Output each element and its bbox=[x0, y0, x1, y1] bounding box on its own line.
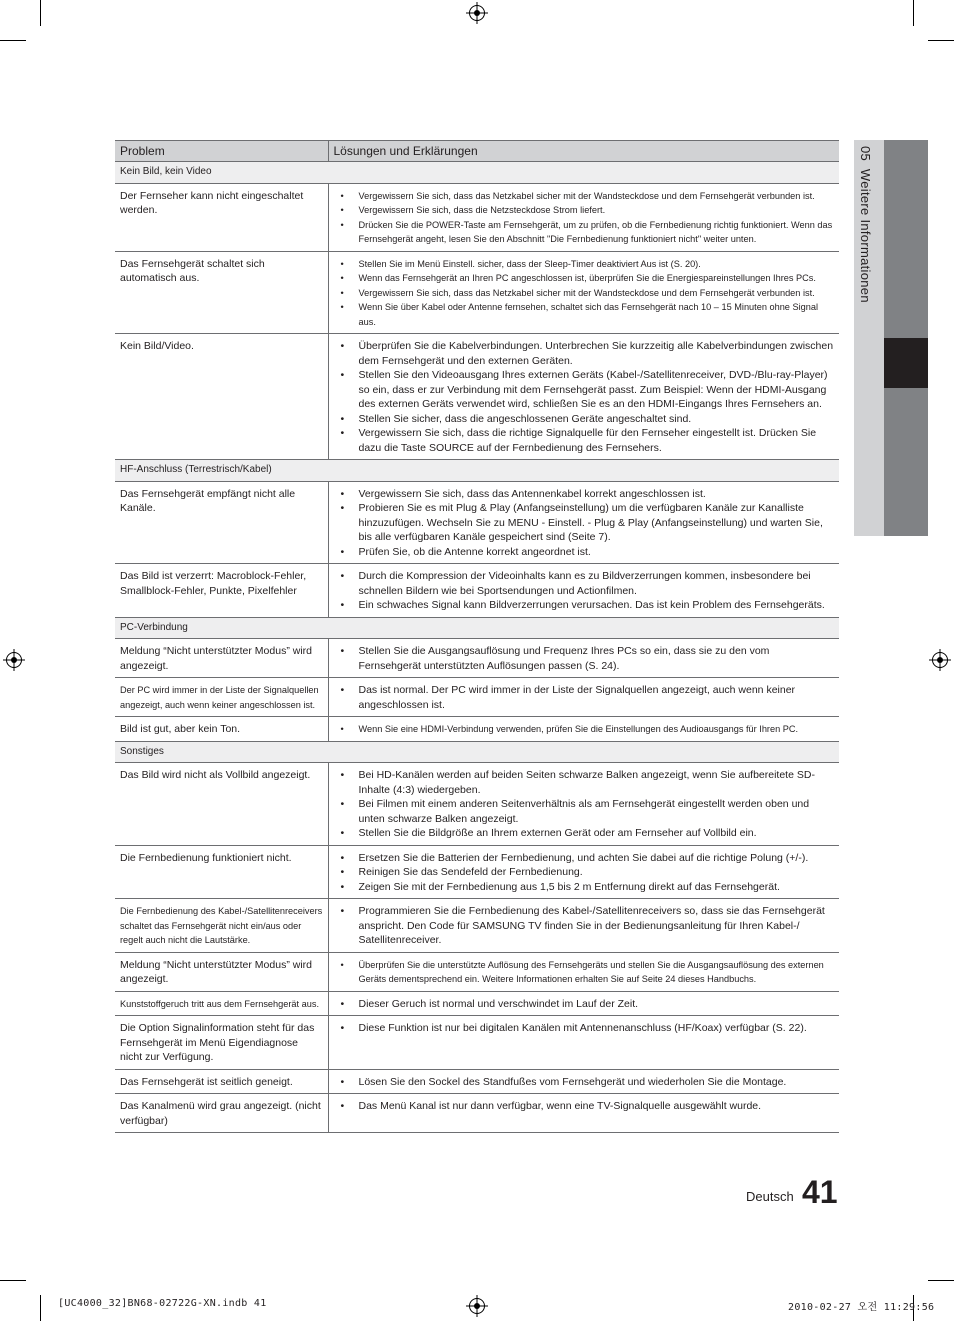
column-header-problem: Problem bbox=[115, 141, 328, 162]
problem-cell: Der Fernseher kann nicht eingeschaltet werden. bbox=[115, 183, 328, 251]
chapter-title bbox=[858, 146, 873, 303]
page-number: 41 bbox=[802, 1174, 838, 1210]
solution-item: • Vergewissern Sie sich, dass das Netzkabel sicher mit der Wandsteckdose und dem Fernsehgerät verbunden ist. bbox=[339, 189, 835, 204]
table-row bbox=[115, 1069, 839, 1094]
solution-item: • Stellen Sie sicher, dass die angeschlossenen Geräte angeschaltet sind. bbox=[339, 412, 835, 427]
registration-mark-icon bbox=[932, 652, 948, 668]
footer-file-info: [UC4000_32]BN68-02722G-XN.indb 41 bbox=[58, 1298, 267, 1309]
solution-item: • Reinigen Sie das Sendefeld der Fernbedienung. bbox=[339, 865, 835, 880]
solution-item: • Stellen Sie den Videoausgang Ihres externen Geräts (Kabel-/Satellitenreceiver, DVD-/Blu-ray-Player) so ein, dass er zur Verbindung mit dem Fernsehgerät passt. Zum Beispiel: Wenn der HDMI-Ausgang des externen Geräts verwendet wird, schließen Sie es an den HDMI-Eingangs Ihres Fernsehers an. bbox=[339, 368, 835, 412]
solution-cell bbox=[328, 952, 839, 991]
solution-item: • Probieren Sie es mit Plug & Play (Anfangseinstellung) um die verfügbaren Kanäle zur Kanalliste hinzuzufügen. Wechseln Sie zu MENU - Einstell. - Plug & Play (Anfangseinstellung) und warten Sie, bis alle verfügbaren Kanäle gespeichert sind (Seite 7). bbox=[339, 501, 835, 545]
tab-block bbox=[884, 388, 928, 536]
table-row bbox=[115, 952, 839, 991]
column-header-solutions: Lösungen und Erklärungen bbox=[328, 141, 839, 162]
table-row bbox=[115, 251, 839, 334]
solution-item: • Überprüfen Sie die Kabelverbindungen. Unterbrechen Sie kurzzeitig alle Kabelverbindungen zwischen dem Fernsehgerät und den externen Geräten. bbox=[339, 339, 835, 368]
solution-item: • Vergewissern Sie sich, dass die Netzsteckdose Strom liefert. bbox=[339, 203, 835, 218]
problem-cell: Das Fernsehgerät empfängt nicht alle Kanäle. bbox=[115, 481, 328, 564]
table-row bbox=[115, 717, 839, 742]
problem-cell: Das Bild ist verzerrt: Macroblock-Fehler, Smallblock-Fehler, Punkte, Pixelfehler bbox=[115, 564, 328, 618]
section-title: Kein Bild, kein Video bbox=[115, 162, 839, 184]
solution-item: • Wenn das Fernsehgerät an Ihren PC angeschlossen ist, überprüfen Sie die Energiespareinstellungen Ihres PCs. bbox=[339, 271, 835, 286]
solution-item: • Das Menü Kanal ist nur dann verfügbar, wenn eine TV-Signalquelle ausgewählt wurde. bbox=[339, 1099, 835, 1114]
solution-item: • Drücken Sie die POWER-Taste am Fernsehgerät, um zu prüfen, ob die Fernbedienung richtig funktioniert. Wenn das Fernsehgerät angeht, lesen Sie den Abschnitt "Die Fernbedienung funktioniert nicht" weiter unten. bbox=[339, 218, 835, 247]
problem-cell: Das Bild wird nicht als Vollbild angezeigt. bbox=[115, 763, 328, 846]
solution-item: • Überprüfen Sie die unterstützte Auflösung des Fernsehgeräts und stellen Sie die Ausgangsauflösung des externen Geräts dementsprechend ein. Weitere Informationen erhalten Sie auf Seite 24 dieses Handbuchs. bbox=[339, 958, 835, 987]
solution-item: • Durch die Kompression der Videoinhalts kann es zu Bildverzerrungen kommen, insbesondere bei schnellen Bildern wie bei Sportsendungen und Actionfilmen. bbox=[339, 569, 835, 598]
solution-item: • Vergewissern Sie sich, dass das Antennenkabel korrekt angeschlossen ist. bbox=[339, 487, 835, 502]
problem-cell: Das Kanalmenü wird grau angezeigt. (nicht verfügbar) bbox=[115, 1094, 328, 1133]
tab-block bbox=[884, 140, 928, 338]
table-row bbox=[115, 639, 839, 678]
solution-item: • Zeigen Sie mit der Fernbedienung aus 1,5 bis 2 m Entfernung direkt auf das Fernsehgerät. bbox=[339, 880, 835, 895]
solution-cell bbox=[328, 717, 839, 742]
solution-item: • Bei Filmen mit einem anderen Seitenverhältnis als am Fernsehgerät eingestellt werden oben und unten schwarze Balken angezeigt. bbox=[339, 797, 835, 826]
problem-cell: Der PC wird immer in der Liste der Signalquellen angezeigt, auch wenn keiner angeschlossen ist. bbox=[115, 678, 328, 717]
solution-cell bbox=[328, 1094, 839, 1133]
section-title: PC-Verbindung bbox=[115, 617, 839, 639]
section-row bbox=[115, 741, 839, 763]
table-row bbox=[115, 183, 839, 251]
crop-mark bbox=[913, 0, 914, 26]
solution-cell bbox=[328, 564, 839, 618]
solution-item: • Stellen Sie die Ausgangsauflösung und Frequenz Ihres PCs so ein, dass sie zu den vom Fernsehgerät unterstützten Auflösungen passen (S. 24). bbox=[339, 644, 835, 673]
solution-item: • Vergewissern Sie sich, dass das Netzkabel sicher mit der Wandsteckdose und dem Fernsehgerät verbunden ist. bbox=[339, 286, 835, 301]
crop-mark bbox=[40, 0, 41, 26]
solution-item: • Stellen Sie im Menü Einstell. sicher, dass der Sleep-Timer deaktiviert Aus ist (S. 20). bbox=[339, 257, 835, 272]
solution-item: • Ersetzen Sie die Batterien der Fernbedienung, und achten Sie dabei auf die richtige Polung (+/-). bbox=[339, 851, 835, 866]
solution-cell bbox=[328, 678, 839, 717]
solution-cell bbox=[328, 763, 839, 846]
troubleshooting-table bbox=[115, 140, 839, 1133]
table-row bbox=[115, 678, 839, 717]
problem-cell: Die Option Signalinformation steht für das Fernsehgerät im Menü Eigendiagnose nicht zur Verfügung. bbox=[115, 1016, 328, 1070]
solution-cell bbox=[328, 845, 839, 899]
section-title: Sonstiges bbox=[115, 741, 839, 763]
problem-cell: Das Fernsehgerät ist seitlich geneigt. bbox=[115, 1069, 328, 1094]
page-language: Deutsch bbox=[746, 1189, 794, 1204]
problem-cell: Bild ist gut, aber kein Ton. bbox=[115, 717, 328, 742]
solution-cell bbox=[328, 899, 839, 953]
solution-item: • Prüfen Sie, ob die Antenne korrekt angeordnet ist. bbox=[339, 545, 835, 560]
problem-cell: Die Fernbedienung des Kabel-/Satellitenreceivers schaltet das Fernsehgerät nicht ein/aus oder regelt auch nicht die Lautstärke. bbox=[115, 899, 328, 953]
problem-cell: Meldung “Nicht unterstützter Modus” wird angezeigt. bbox=[115, 639, 328, 678]
tab-block-active bbox=[884, 338, 928, 388]
table-row bbox=[115, 481, 839, 564]
table-row bbox=[115, 845, 839, 899]
problem-cell: Meldung “Nicht unterstützter Modus” wird angezeigt. bbox=[115, 952, 328, 991]
solution-cell bbox=[328, 183, 839, 251]
solution-cell bbox=[328, 991, 839, 1016]
solution-cell bbox=[328, 1069, 839, 1094]
footer-timestamp: 2010-02-27 오전 11:29:56 bbox=[788, 1302, 935, 1313]
registration-mark-icon bbox=[6, 652, 22, 668]
crop-mark bbox=[40, 1295, 41, 1321]
problem-cell: Kunststoffgeruch tritt aus dem Fernsehgerät aus. bbox=[115, 991, 328, 1016]
table-row bbox=[115, 564, 839, 618]
table-row bbox=[115, 1016, 839, 1070]
problem-cell: Die Fernbedienung funktioniert nicht. bbox=[115, 845, 328, 899]
problem-cell: Kein Bild/Video. bbox=[115, 334, 328, 460]
registration-mark-icon bbox=[469, 5, 485, 21]
table-row bbox=[115, 763, 839, 846]
solution-item: • Wenn Sie über Kabel oder Antenne fernsehen, schaltet sich das Fernsehgerät nach 10 – 15 Minuten ohne Signal aus. bbox=[339, 300, 835, 329]
solution-item: • Programmieren Sie die Fernbedienung des Kabel-/Satellitenreceivers so, dass sie das Fernsehgerät anspricht. Den Code für SAMSUNG TV finden Sie in der Bedienungsanleitung für Ihren Kabel-/ Satellitenreceiver. bbox=[339, 904, 835, 948]
section-row bbox=[115, 162, 839, 184]
solution-cell bbox=[328, 639, 839, 678]
registration-mark-icon bbox=[469, 1298, 485, 1314]
solution-cell bbox=[328, 251, 839, 334]
solution-item: • Lösen Sie den Sockel des Standfußes vom Fernsehgerät und wiederholen Sie die Montage. bbox=[339, 1075, 835, 1090]
solution-item: • Ein schwaches Signal kann Bildverzerrungen verursachen. Das ist kein Problem des Fernsehgeräts. bbox=[339, 598, 835, 613]
table-row bbox=[115, 334, 839, 460]
table-row bbox=[115, 899, 839, 953]
section-row bbox=[115, 617, 839, 639]
crop-mark bbox=[928, 1280, 954, 1281]
solution-item: • Vergewissern Sie sich, dass die richtige Signalquelle für den Fernseher eingestellt ist. Drücken Sie dazu die Taste SOURCE auf der Fernbedienung des Fernsehers. bbox=[339, 426, 835, 455]
solution-item: • Dieser Geruch ist normal und verschwindet im Lauf der Zeit. bbox=[339, 997, 835, 1012]
table-row bbox=[115, 991, 839, 1016]
crop-mark bbox=[0, 1280, 26, 1281]
chapter-number: 05 bbox=[858, 146, 873, 162]
crop-mark bbox=[0, 40, 26, 41]
solution-item: • Wenn Sie eine HDMI-Verbindung verwenden, prüfen Sie die Einstellungen des Audioausgangs für Ihren PC. bbox=[339, 722, 835, 737]
section-title: HF-Anschluss (Terrestrisch/Kabel) bbox=[115, 460, 839, 482]
table-header-row bbox=[115, 141, 839, 162]
problem-cell: Das Fernsehgerät schaltet sich automatisch aus. bbox=[115, 251, 328, 334]
solution-cell bbox=[328, 1016, 839, 1070]
section-row bbox=[115, 460, 839, 482]
solution-item: • Stellen Sie die Bildgröße an Ihrem externen Gerät oder am Fernseher auf Vollbild ein. bbox=[339, 826, 835, 841]
solution-cell bbox=[328, 481, 839, 564]
solution-item: • Bei HD-Kanälen werden auf beiden Seiten schwarze Balken angezeigt, wenn Sie aufbereitete SD-Inhalte (4:3) wiedergeben. bbox=[339, 768, 835, 797]
solution-item: • Das ist normal. Der PC wird immer in der Liste der Signalquellen angezeigt, auch wenn keiner angeschlossen ist. bbox=[339, 683, 835, 712]
solution-cell bbox=[328, 334, 839, 460]
chapter-name: Weitere Informationen bbox=[858, 168, 873, 303]
crop-mark bbox=[928, 40, 954, 41]
solution-item: • Diese Funktion ist nur bei digitalen Kanälen mit Antennenanschluss (HF/Koax) verfügbar (S. 22). bbox=[339, 1021, 835, 1036]
table-row bbox=[115, 1094, 839, 1133]
